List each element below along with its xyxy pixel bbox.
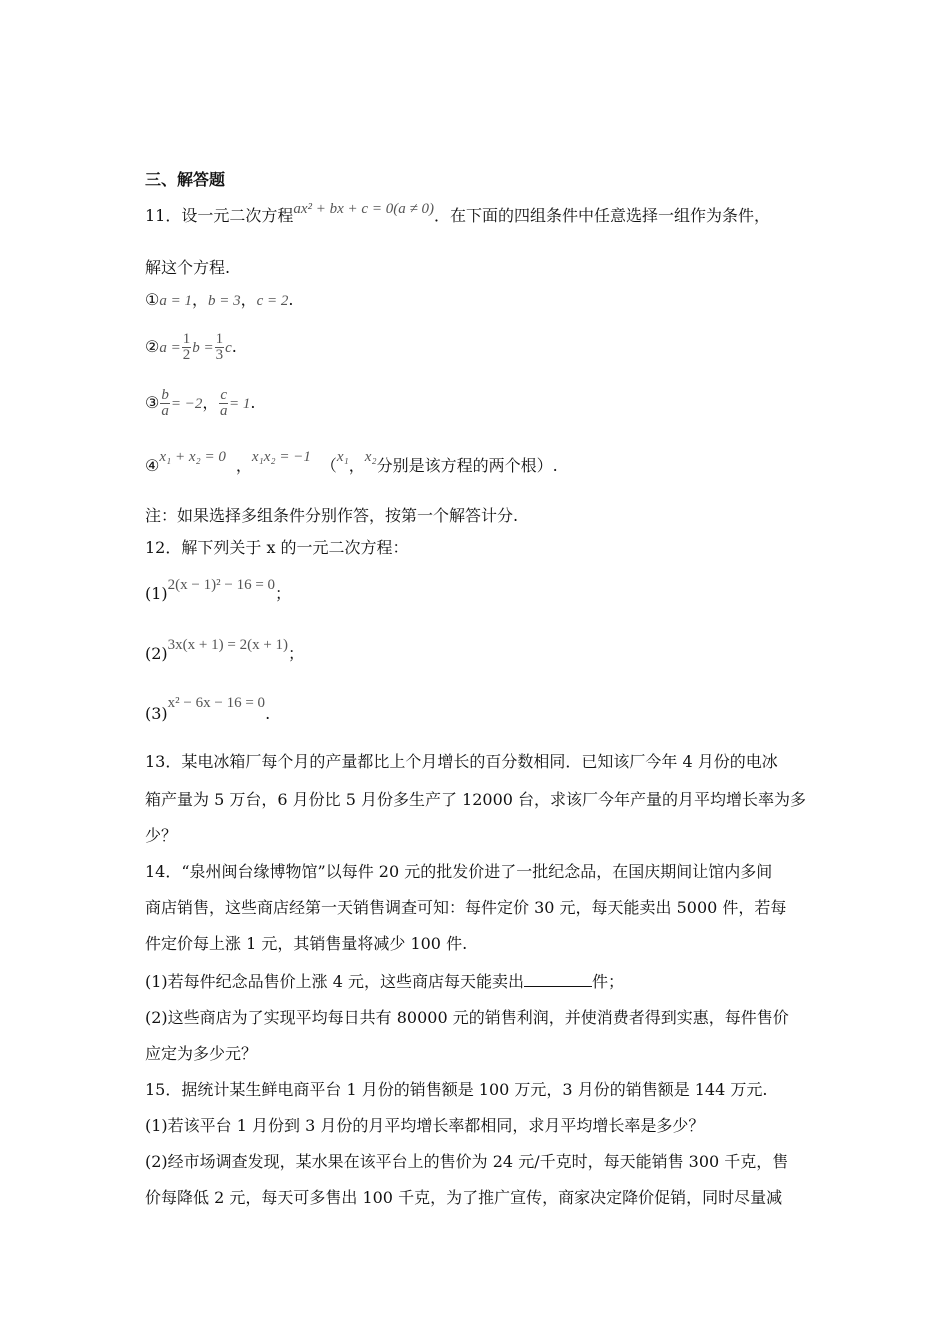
period: .: [250, 393, 256, 412]
opt4-tail: 分别是该方程的两个根）.: [376, 456, 558, 475]
q12-item-1: [145, 577, 292, 605]
q11-note: 注：如果选择多组条件分别作答，按第一个解答计分.: [145, 506, 519, 525]
opt3-rhs-2: = 1: [229, 396, 251, 412]
frac-denominator: 3: [215, 347, 224, 363]
opt4-eq-1: x₁ + x₂ = 0: [159, 449, 226, 465]
opt2-rhs: c: [225, 340, 232, 356]
frac-denominator: 2: [182, 347, 191, 363]
opt3-rhs-1: = −2: [170, 396, 203, 412]
q13-line-2: 箱产量为 5 万台，6 月份比 5 月份多生产了 12000 台，求该厂今年产量的月平均增长率为多: [145, 790, 807, 809]
opt1-c: c = 2: [256, 293, 289, 309]
frac-numerator: b: [161, 387, 169, 403]
item-equation: 3x(x + 1) = 2(x + 1): [167, 637, 289, 653]
frac-denominator: a: [219, 403, 228, 419]
q13-line-1: 13．某电冰箱厂每个月的产量都比上个月增长的百分数相同．已知该厂今年 4 月份的电冰: [145, 752, 778, 771]
separator: ，: [202, 393, 219, 412]
q12-title: 12．解下列关于 x 的一元二次方程：: [145, 538, 409, 557]
item-end: ；: [275, 584, 292, 603]
opt4-x2: x₂: [364, 449, 377, 465]
item-label: (3): [145, 704, 168, 723]
q15-line-3: (2)经市场调查发现，某水果在该平台上的售价为 24 元/千克时，每天能销售 300 千克，售: [145, 1152, 789, 1171]
separator: ，: [240, 290, 257, 309]
frac-numerator: c: [220, 387, 228, 403]
opt3-fraction-1: [160, 388, 170, 419]
q14-sub-2-line-1: (2)这些商店为了实现平均每日共有 80000 元的销售利润，并使消费者得到实惠，每件售价: [145, 1008, 789, 1027]
paren-open: （: [320, 456, 337, 475]
q12-item-3: [145, 695, 271, 725]
opt1-b: b = 3: [207, 293, 241, 309]
q11-prefix: 11．设一元二次方程: [145, 206, 294, 225]
option-mark: ④: [145, 456, 160, 475]
q15-line-4: 价每降低 2 元，每天可多售出 100 千克，为了推广宣传，商家决定降价促销，同时尽量减: [145, 1188, 783, 1207]
q15-line-1: 15．据统计某生鲜电商平台 1 月份的销售额是 100 万元，3 月份的销售额是 144 万元.: [145, 1080, 768, 1099]
sub1-text: (1)若每件纪念品售价上涨 4 元，这些商店每天能卖出: [145, 972, 525, 991]
q14-sub-1: [145, 972, 624, 992]
q11-line2: 解这个方程.: [145, 258, 231, 277]
separator: ，: [191, 290, 208, 309]
item-end: ；: [288, 644, 305, 663]
q11-option-1: [145, 290, 294, 311]
opt2-lhs: a =: [159, 340, 181, 356]
answer-blank: [524, 972, 592, 987]
q11-option-2: [145, 330, 237, 365]
sub1-suffix: 件；: [592, 972, 625, 991]
q12-item-2: [145, 637, 305, 665]
frac-numerator: 1: [182, 331, 191, 347]
q14-sub-2-line-2: 应定为多少元？: [145, 1044, 258, 1063]
q11-option-3: [145, 386, 256, 421]
option-mark: ②: [145, 337, 160, 356]
opt3-fraction-2: [219, 388, 228, 419]
period: .: [231, 337, 237, 356]
item-label: (2): [145, 644, 168, 663]
opt2-fraction-1: [182, 332, 192, 363]
q11-line1: [145, 201, 770, 227]
frac-numerator: 1: [215, 331, 224, 347]
option-mark: ③: [145, 393, 160, 412]
opt1-a: a = 1: [159, 293, 192, 309]
q15-line-2: (1)若该平台 1 月份到 3 月份的月平均增长率都相同，求月平均增长率是多少？: [145, 1116, 705, 1135]
q14-line-2: 商店销售，这些商店经第一天销售调查可知：每件定价 30 元，每天能卖出 5000 件，若每: [145, 898, 787, 917]
q11-equation: ax² + bx + c = 0(a ≠ 0): [293, 201, 434, 217]
separator: ，: [348, 456, 365, 475]
q11-option-4: [145, 449, 558, 477]
item-equation: x² − 6x − 16 = 0: [167, 695, 266, 711]
period: .: [288, 290, 294, 309]
opt4-x1: x₁: [336, 449, 349, 465]
option-mark: ①: [145, 290, 160, 309]
item-equation: 2(x − 1)² − 16 = 0: [167, 577, 276, 593]
item-label: (1): [145, 584, 168, 603]
section-title: 三、解答题: [145, 170, 226, 189]
opt2-fraction-2: [215, 332, 225, 363]
separator: ，: [235, 456, 252, 475]
q11-suffix: ．在下面的四组条件中任意选择一组作为条件，: [433, 206, 770, 225]
q14-line-3: 件定价每上涨 1 元，其销售量将减少 100 件.: [145, 934, 468, 953]
frac-denominator: a: [161, 403, 169, 419]
opt4-eq-2: x₁x₂ = −1: [251, 449, 311, 465]
item-end: .: [265, 704, 271, 723]
opt2-mid: b =: [192, 340, 214, 356]
q14-line-1: 14．“泉州闽台缘博物馆”以每件 20 元的批发价进了一批纪念品，在国庆期间让馆内多间: [145, 862, 773, 881]
q13-line-3: 少？: [145, 826, 178, 845]
